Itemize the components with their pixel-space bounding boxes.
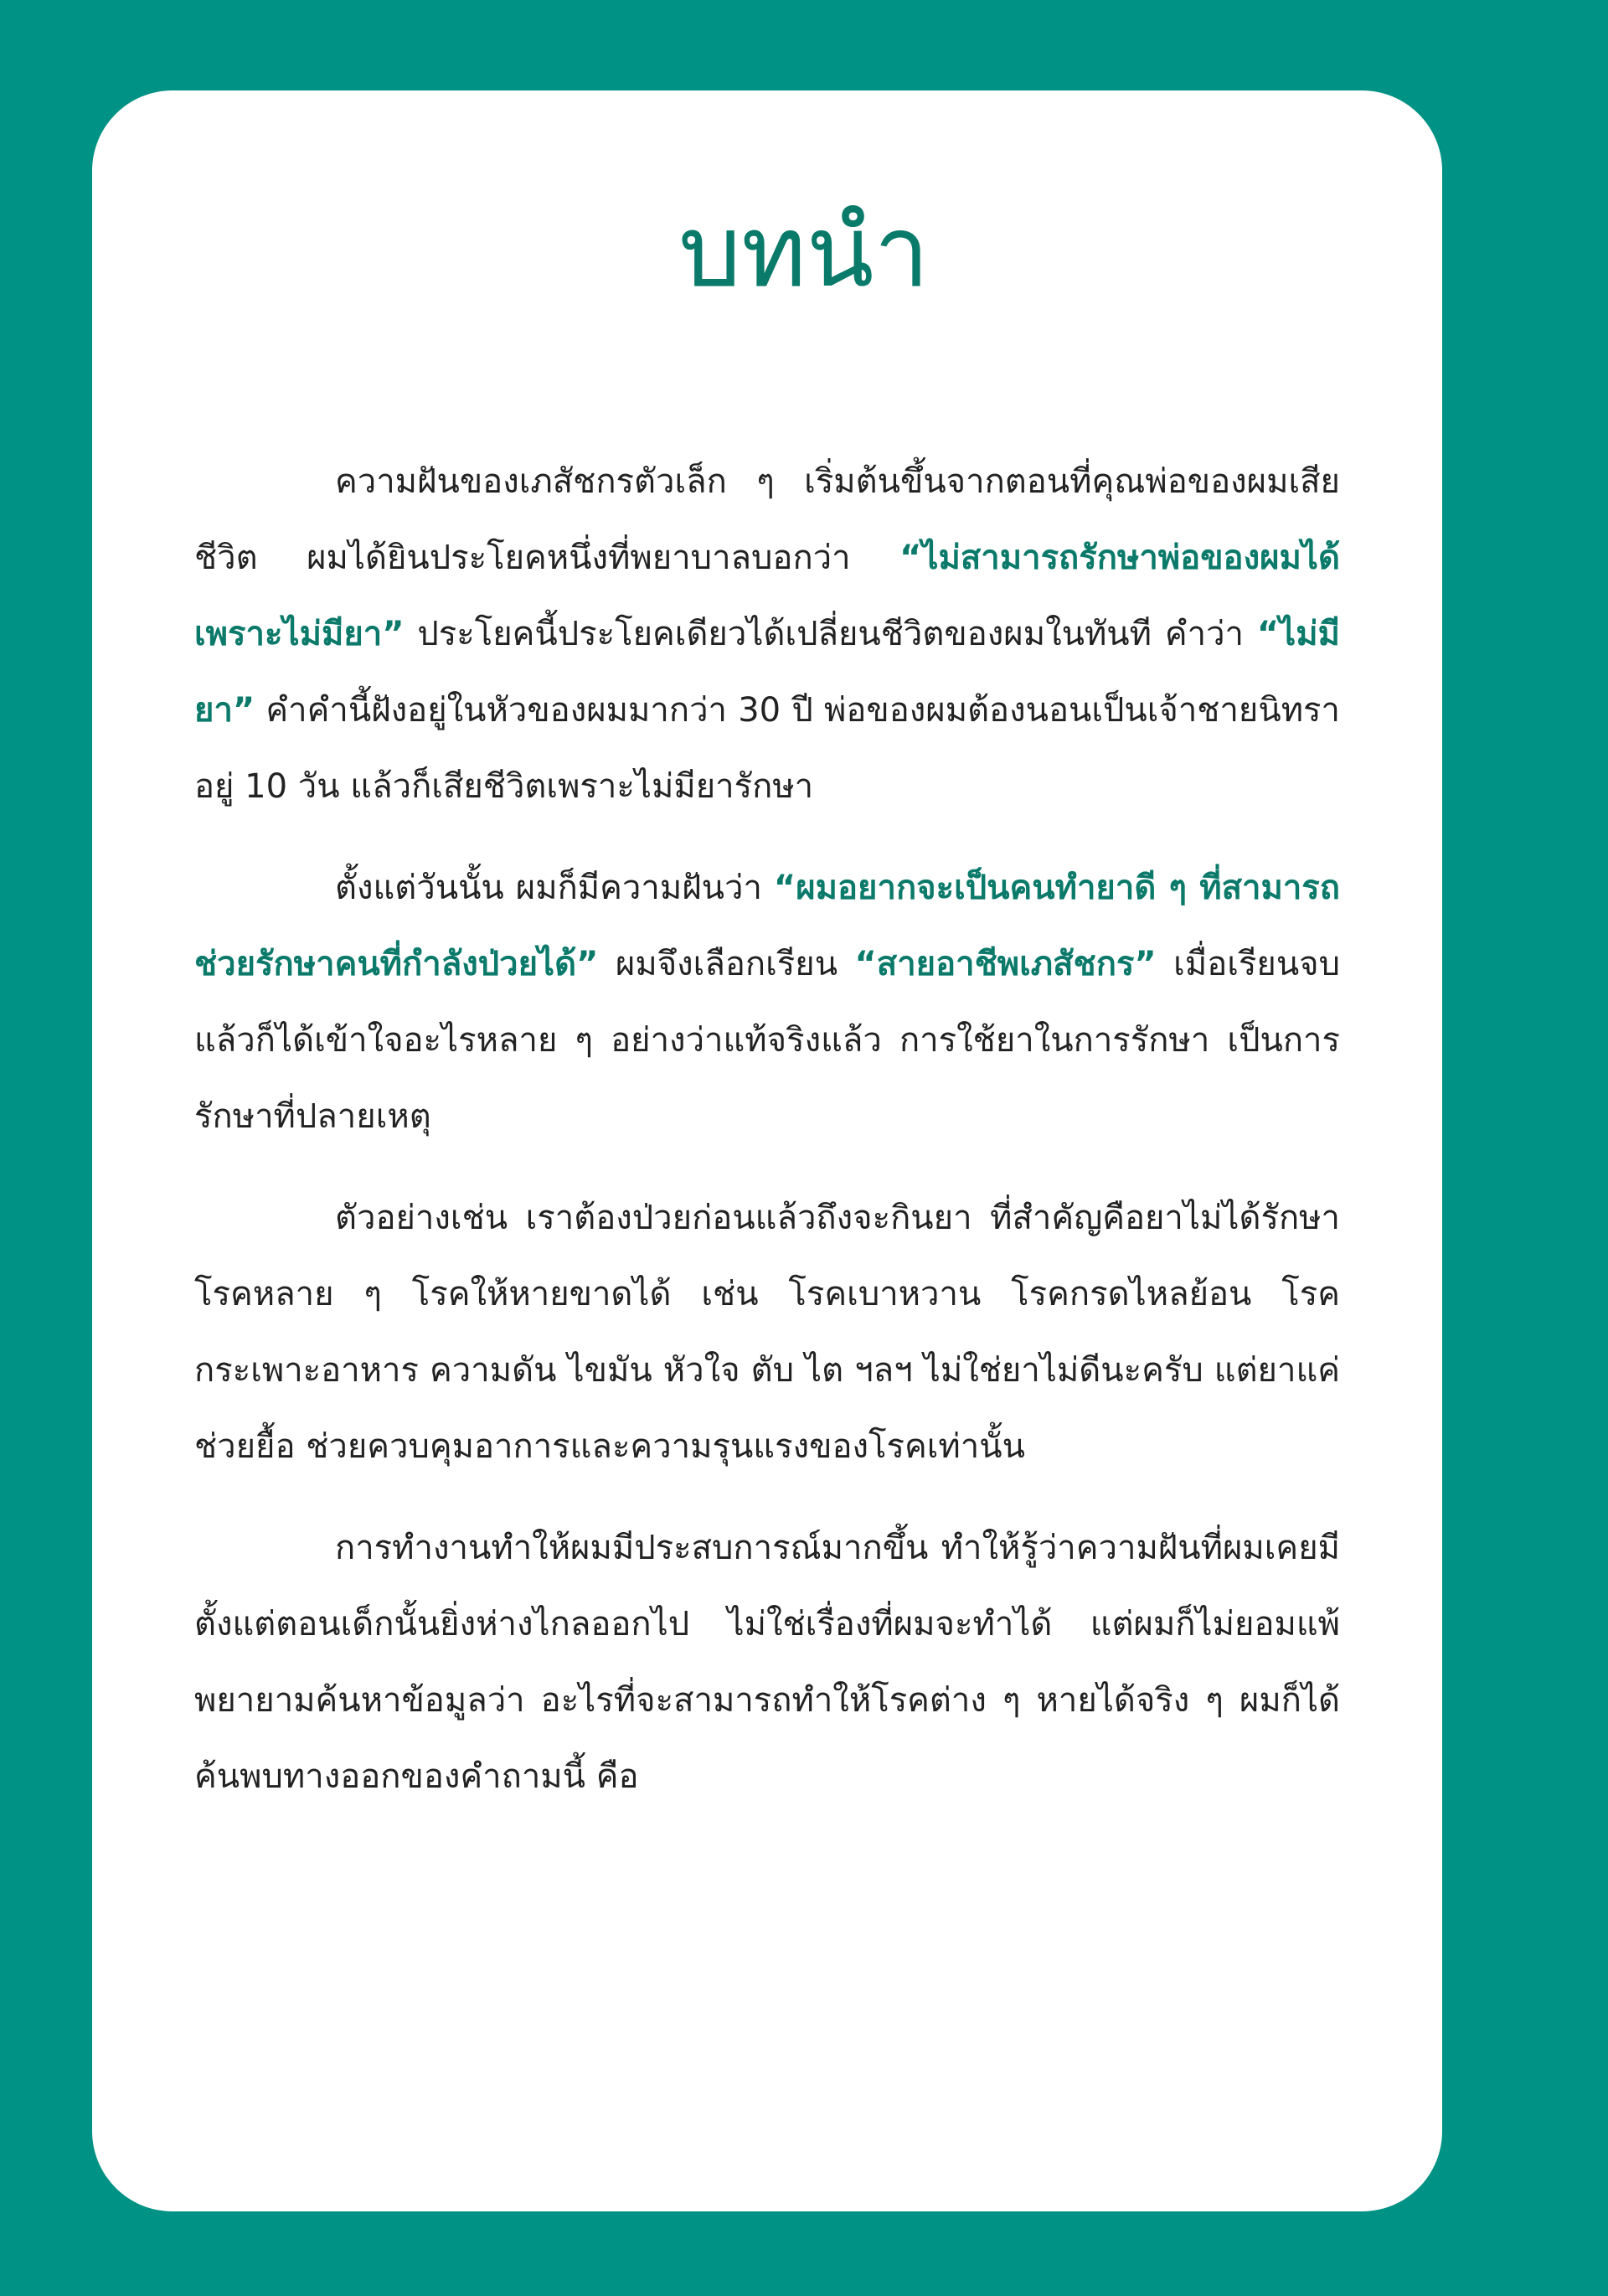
highlighted-quote: “ไม่สามารถรักษาพ่อของผมได้ เพราะไม่มียา” <box>194 539 1340 653</box>
text-segment: ความฝันของเภสัชกรตัวเล็ก ๆ เริ่มต้นขึ้นจากตอนที่คุณพ่อของผมเสียชีวิต ผมได้ยินประโยคหนึ่งที่พยาบาลบอกว่า <box>194 462 1340 577</box>
text-segment: ผมจึงเลือกเรียน <box>598 945 855 983</box>
paragraph-3 <box>194 1180 1340 1485</box>
highlighted-quote: “ไม่มียา” <box>194 615 1340 730</box>
text-segment: เมื่อเรียนจบแล้วก็ได้เข้าใจอะไรหลาย ๆ อย่างว่าแท้จริงแล้ว การใช้ยาในการรักษา เป็นการรักษาที่ปลายเหตุ <box>194 945 1340 1136</box>
text-segment: ตั้งแต่วันนั้น ผมก็มีความฝันว่า <box>335 869 774 907</box>
text-segment: คำคำนี้ฝังอยู่ในหัวของผมมากว่า 30 ปี พ่อของผมต้องนอนเป็นเจ้าชายนิทราอยู่ 10 วัน แล้วก็เสียชีวิตเพราะไม่มียารักษา <box>194 691 1340 806</box>
highlighted-quote: “สายอาชีพเภสัชกร” <box>854 945 1157 983</box>
text-segment: ประโยคนี้ประโยคเดียวได้เปลี่ยนชีวิตของผมในทันที คำว่า <box>404 615 1257 653</box>
highlighted-quote: “ผมอยากจะเป็นคนทำยาดี ๆ ที่สามารถช่วยรักษาคนที่กำลังป่วยได้” <box>194 869 1340 983</box>
page-title: บทนำ <box>678 193 930 309</box>
paragraph-2 <box>194 850 1340 1155</box>
text-segment: ตัวอย่างเช่น เราต้องป่วยก่อนแล้วถึงจะกินยา ที่สำคัญคือยาไม่ได้รักษาโรคหลาย ๆ โรคให้หายขาดได้ เช่น โรคเบาหวาน โรคกรดไหลย้อน โรคกระเพาะอาหาร ความดัน ไขมัน หัวใจ ตับ ไต ฯลฯ ไม่ใช่ยาไม่ดีนะครับ แต่ยาแค่ช่วยยื้อ ช่วยควบคุมอาการและความรุนแรงของโรคเท่านั้น <box>194 1199 1340 1466</box>
paragraph-4 <box>194 1510 1340 1815</box>
paragraph-1 <box>194 444 1340 825</box>
text-segment: การทำงานทำให้ผมมีประสบการณ์มากขึ้น ทำให้รู้ว่าความฝันที่ผมเคยมีตั้งแต่ตอนเด็กนั้นยิ่งห่างไกลออกไป ไม่ใช่เรื่องที่ผมจะทำได้ แต่ผมก็ไม่ยอมแพ้ พยายามค้นหาข้อมูลว่า อะไรที่จะสามารถทำให้โรคต่าง ๆ หายได้จริง ๆ ผมก็ได้ค้นพบทางออกของคำถามนี้ คือ <box>194 1529 1340 1796</box>
body-text <box>194 444 1340 1840</box>
